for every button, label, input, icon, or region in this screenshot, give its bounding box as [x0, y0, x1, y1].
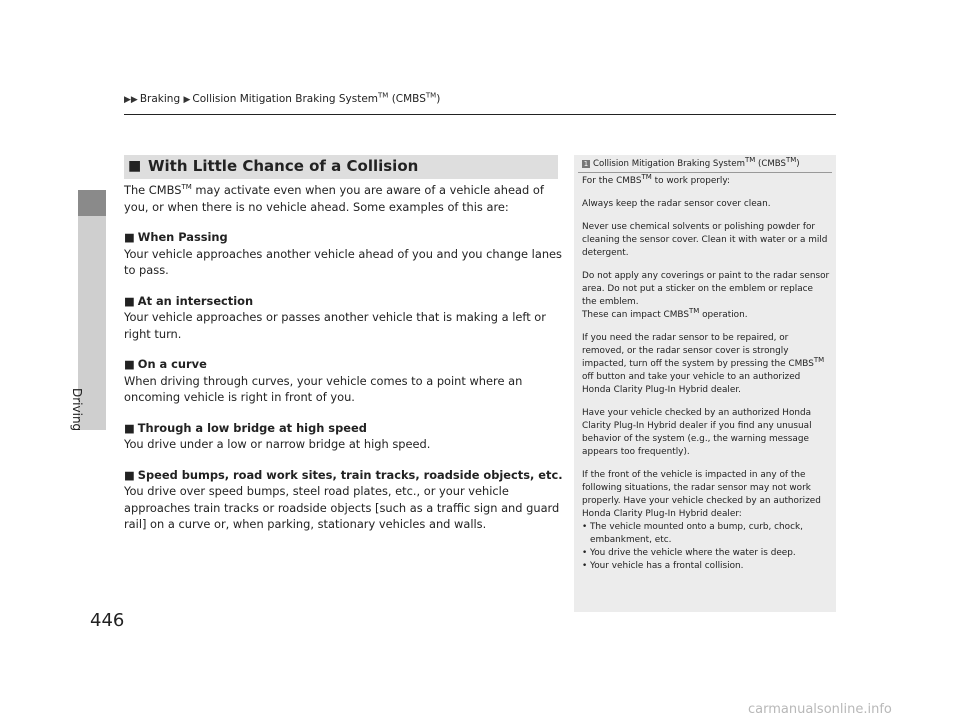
example-body: Your vehicle approaches another vehicle ahead of you and you change lanes to pass. — [124, 246, 562, 277]
main-content — [124, 180, 564, 533]
note-bullet: • Your vehicle has a frontal collision. — [582, 560, 830, 573]
breadcrumb-arrow-icon: ▶▶ — [124, 95, 138, 105]
square-bullet-icon: ■ — [128, 158, 142, 174]
chapter-tab-marker — [78, 190, 106, 216]
intro-paragraph: The CMBS™ may activate even when you are aware of a vehicle ahead of you, or when there is no vehicle ahead. Some examples of this are: — [124, 183, 544, 214]
square-bullet-icon: ■ — [124, 230, 135, 244]
square-bullet-icon: ■ — [124, 357, 135, 371]
section-title: With Little Chance of a Collision — [148, 157, 419, 175]
note-paragraph: For the CMBS™ to work properly: — [582, 173, 730, 186]
side-note-rule — [578, 172, 832, 173]
note-paragraph: If the front of the vehicle is impacted in any of the following situations, the radar sensor may not work properly. Have your vehicle checked by an authorized Honda Clarity Plug-In Hybrid dealer: — [582, 470, 821, 519]
note-bullet: • The vehicle mounted onto a bump, curb, chock, embankment, etc. — [582, 521, 830, 547]
square-bullet-icon: ■ — [124, 293, 135, 308]
breadcrumb — [124, 93, 440, 105]
note-paragraph: Never use chemical solvents or polishing powder for cleaning the sensor cover. Clean it with water or a mild detergent. — [582, 222, 828, 258]
watermark: carmanualsonline.info — [748, 702, 892, 717]
example-heading: ■ At an intersection — [124, 293, 254, 308]
breadcrumb-item-cmbs: Collision Mitigation Braking System™ (CMBS™) — [192, 91, 441, 105]
note-paragraph: Do not apply any coverings or paint to the radar sensor area. Do not put a sticker on the emblem or replace the emblem. These can impact CMBS™ operation. — [582, 271, 830, 320]
reference-marker-icon: 1 — [583, 160, 589, 168]
note-bullet: • You drive the vehicle where the water is deep. — [582, 547, 830, 560]
side-note — [574, 155, 836, 612]
example-body: When driving through curves, your vehicle comes to a point where an oncoming vehicle is right in front of you. — [124, 373, 523, 404]
chapter-label: Driving — [70, 388, 84, 432]
example-body: You drive under a low or narrow bridge at high speed. — [124, 437, 431, 451]
note-bullet-list — [582, 521, 830, 573]
breadcrumb-item-braking: Braking — [139, 93, 181, 105]
square-bullet-icon: ■ — [124, 467, 135, 482]
note-paragraph: Have your vehicle checked by an authorized Honda Clarity Plug-In Hybrid dealer if you find any unusual behavior of the system (e.g., the warning message appears too frequently). — [582, 408, 812, 457]
header-rule — [124, 114, 836, 115]
note-paragraph: If you need the radar sensor to be repaired, or removed, or the radar sensor cover is strongly impacted, turn off the system by pressing the CMBS™ off button and take your vehicle to an authorized Honda Clarity Plug-In Hybrid dealer. — [582, 333, 825, 395]
breadcrumb-arrow-icon: ▶ — [183, 95, 191, 105]
example-body: You drive over speed bumps, steel road plates, etc., or your vehicle approaches train tracks or roadside objects [such as a traffic sign and guard rail] on a curve or, when parking, stationary vehicles and walls. — [124, 484, 560, 531]
section-heading — [124, 155, 558, 179]
example-body: Your vehicle approaches or passes another vehicle that is making a left or right turn. — [124, 310, 546, 341]
example-heading: ■ Through a low bridge at high speed — [124, 420, 367, 435]
side-note-body — [582, 175, 830, 573]
note-paragraph: Always keep the radar sensor cover clean. — [582, 199, 771, 209]
example-heading: ■ On a curve — [124, 357, 207, 371]
square-bullet-icon: ■ — [124, 420, 135, 435]
side-note-header: 1 Collision Mitigation Braking System™ (CMBS™) — [583, 156, 800, 169]
example-heading: ■ Speed bumps, road work sites, train tracks, roadside objects, etc. — [124, 467, 563, 482]
example-heading: ■ When Passing — [124, 230, 228, 244]
page-number: 446 — [90, 610, 125, 631]
